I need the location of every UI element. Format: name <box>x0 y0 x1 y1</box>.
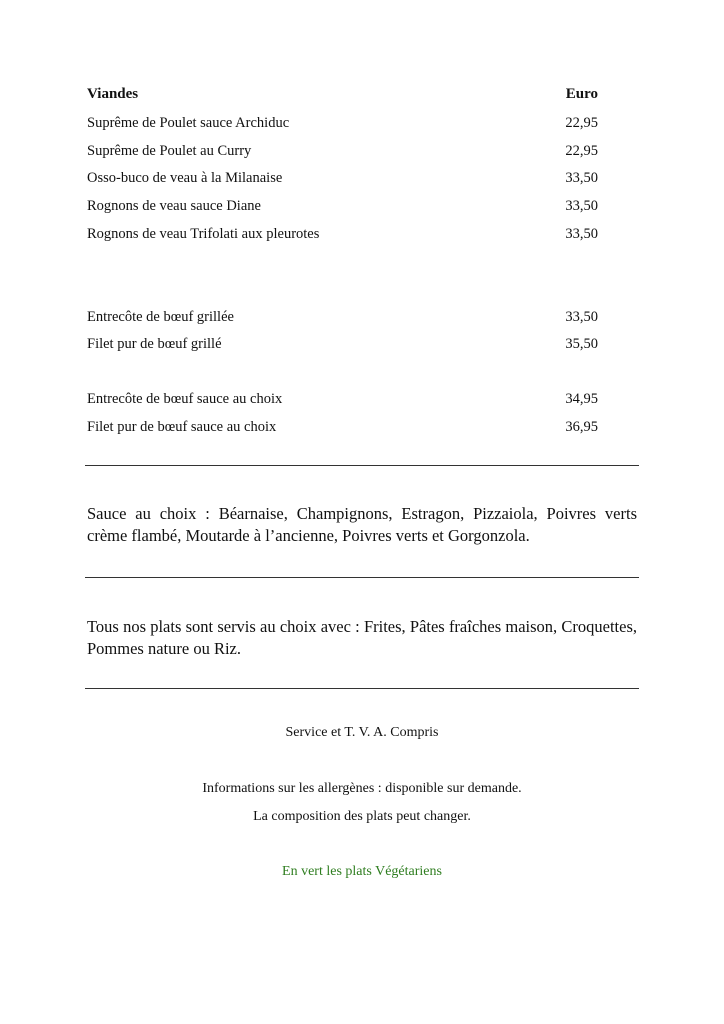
menu-item-name: Entrecôte de bœuf sauce au choix <box>87 391 283 407</box>
service-note: Service et T. V. A. Compris <box>285 725 439 740</box>
menu-item-name: Rognons de veau sauce Diane <box>87 198 261 214</box>
menu-item <box>87 419 598 439</box>
menu-item-price: 22,95 <box>565 115 598 131</box>
menu-item-name: Suprême de Poulet sauce Archiduc <box>87 115 290 131</box>
menu-header <box>87 86 598 106</box>
divider <box>85 688 639 689</box>
menu-item-name: Rognons de veau Trifolati aux pleurotes <box>87 226 320 242</box>
menu-item-price: 33,50 <box>565 198 598 214</box>
currency-label: Euro <box>565 86 598 102</box>
menu-item <box>87 309 598 329</box>
menu-item <box>87 170 598 190</box>
menu-item-name: Filet pur de bœuf grillé <box>87 336 222 352</box>
menu-item <box>87 115 598 135</box>
sauce-note: Sauce au choix : Béarnaise, Champignons, Estragon, Pizzaiola, Poivres verts crème flambé, Moutarde à l’ancienne, Poivres verts et Gorgonzola. <box>87 504 637 545</box>
menu-item-name: Suprême de Poulet au Curry <box>87 143 252 159</box>
composition-note: La composition des plats peut changer. <box>253 809 471 824</box>
divider <box>85 577 639 578</box>
menu-item-name: Entrecôte de bœuf grillée <box>87 309 234 325</box>
sides-note: Tous nos plats sont servis au choix avec : Frites, Pâtes fraîches maison, Croquettes, Pommes nature ou Riz. <box>87 617 637 658</box>
section-title: Viandes <box>87 86 139 102</box>
menu-item-price: 35,50 <box>565 336 598 352</box>
vegetarian-note: En vert les plats Végétariens <box>282 864 442 879</box>
menu-item <box>87 336 598 356</box>
menu-item <box>87 143 598 163</box>
menu-item-price: 33,50 <box>565 170 598 186</box>
menu-item-price: 33,50 <box>565 309 598 325</box>
allergen-note: Informations sur les allergènes : disponible sur demande. <box>202 781 522 796</box>
menu-item <box>87 226 598 246</box>
menu-item <box>87 391 598 411</box>
divider <box>85 465 639 466</box>
menu-item-price: 33,50 <box>565 226 598 242</box>
menu-item-price: 22,95 <box>565 143 598 159</box>
menu-item-price: 34,95 <box>565 391 598 407</box>
menu-item-name: Filet pur de bœuf sauce au choix <box>87 419 277 435</box>
menu-item-price: 36,95 <box>565 419 598 435</box>
menu-item <box>87 198 598 218</box>
menu-item-name: Osso-buco de veau à la Milanaise <box>87 170 283 186</box>
